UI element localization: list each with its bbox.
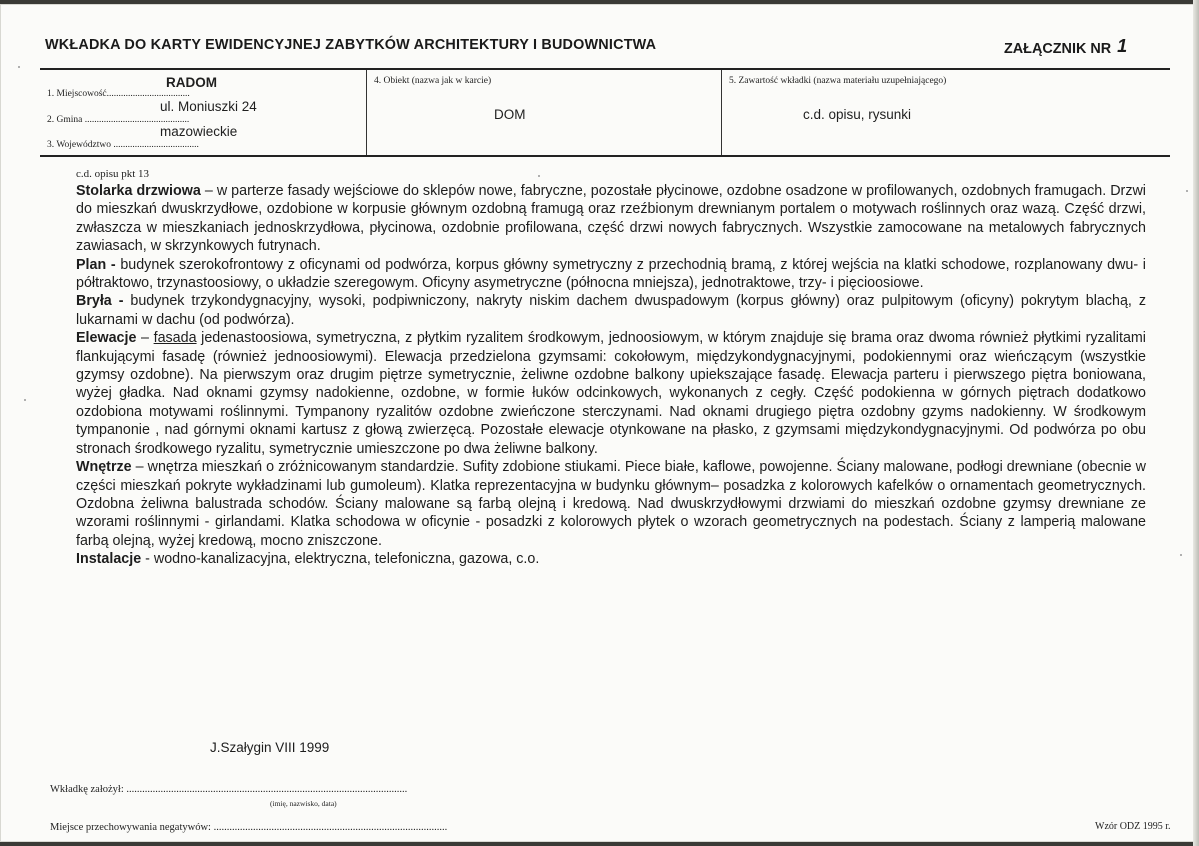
section-elevations <box>76 329 1146 458</box>
commune-value: ul. Moniuszki 24 <box>160 99 257 114</box>
dotted-line: ........................................................................................................... <box>126 784 408 795</box>
column-divider <box>366 70 367 155</box>
annex-label-text: ZAŁĄCZNIK NR <box>1004 41 1112 57</box>
header-fields-table <box>40 68 1170 157</box>
content-value: c.d. opisu, rysunki <box>803 107 912 122</box>
section-text: budynek trzykondygnacyjny, wysoki, podpiwniczony, nakryty niskim dachem dwuspadowym (korpus główny) oraz pulpitowym (oficyny) pokrytym blachą, z lukarnami w dachu (od podwórza). <box>76 293 1146 328</box>
commune-label-text: 2. Gmina <box>47 115 83 125</box>
separator: – <box>131 459 148 476</box>
field-created-by[interactable] <box>50 784 407 795</box>
locality-value: RADOM <box>166 75 217 90</box>
author-signature: J.Szałygin VIII 1999 <box>210 740 330 755</box>
form-page <box>0 4 1195 842</box>
dotted-line: ................................... <box>106 89 190 99</box>
continuation-note: c.d. opisu pkt 13 <box>76 168 150 180</box>
field-negatives-location[interactable] <box>50 822 447 833</box>
section-text: wodno-kanalizacyjna, elektryczna, telefoniczna, gazowa, c.o. <box>153 551 540 568</box>
template-note: Wzór ODZ 1995 r. <box>1095 821 1171 832</box>
section-heading: Stolarka drzwiowa <box>76 183 201 199</box>
section-interior <box>76 458 1146 550</box>
dotted-line: ......................................................................................... <box>213 822 448 833</box>
object-label: 4. Obiekt (nazwa jak w karcie) <box>374 76 492 86</box>
section-text: w parterze fasady wejściowe do sklepów nowe, fabryczne, pozostałe płycinowe, ozdobne osadzone w profilowanych, ozdobnych framugach. Drzwi do mieszkań dwuskrzydłowe, ozdobione w korpusie głównym ozdobną framugą oraz rzeźbionym drewnianym portalem o motywach roślinnych oraz wazą. Część drzwi, zwłaszcza w mieszkaniach jednoskrzydłowa, płycinowa, ozdobnie profilowana, część drzwi nowych fabrycznych. Wszystkie zamocowane na metalowych fabrycznych zawiasach, w skrzynkowych futrynach. <box>76 183 1146 255</box>
locality-label-text: 1. Miejscowość <box>47 89 107 99</box>
scan-speck <box>1180 554 1182 556</box>
separator: - <box>141 551 154 568</box>
description-body <box>76 182 1146 569</box>
content-label: 5. Zawartość wkładki (nazwa materiału uzupełniającego) <box>729 76 947 86</box>
created-by-hint: (imię, nazwisko, data) <box>270 799 337 808</box>
voivodeship-value: mazowieckie <box>160 124 238 139</box>
negatives-label: Miejsce przechowywania negatywów: <box>50 822 211 833</box>
section-heading: Plan - <box>76 256 116 273</box>
section-heading: Bryła - <box>76 293 124 310</box>
annex-number: 1 <box>1117 36 1128 56</box>
section-heading: Wnętrze <box>76 459 132 476</box>
underlined-term: fasada <box>153 330 197 347</box>
section-installations <box>76 550 1146 568</box>
section-text: jedenastoosiowa, symetryczna, z płytkim ryzalitem środkowym, jednoosiowym, w którym znajduje się brama oraz dwoma również płytkimi ryzalitami flankującymi fasadę (również jednoosiowymi). Elewacja przedzielona gzymsami: cokołowym, międzykondygnacyjnymi, podokiennymi oraz wieńczącym (wszystkie gzymsy ozdobne). Na pierwszym oraz drugim piętrze symetrycznie, żeliwne ozdobne balkony upiekszające fasadę. Elewacja parteru i pierwszego piętra boniowana, wyżej gładka. Nad oknami gzymsy nadokienne, ozdobne, w formie łuków odcinkowych, wykonanych z cegły. Część podokienna w górnych piętrach dodatkowo ozdobiona motywami roślinnymi. Tympanony ryzalitów ozdobne zwieńczone sterczynami. Nad oknami drugiego piętra ozdobny gzyms nadokienny. W środkowym tympanonie , nad górnymi oknami kartusz z głową zwierzęcą. Pozostałe elewacje otynkowane na płasko, z gzymsami międzykondygnacyjnymi. Od podwórza po obu stronach środkowego ryzalitu, symetrycznie umieszczone po dwa żeliwne balkony. <box>76 330 1146 457</box>
scan-speck <box>1186 190 1188 192</box>
section-doors <box>76 182 1146 256</box>
section-text: budynek szerokofrontowy z oficynami od podwórza, korpus główny symetryczny z przechodnią bramą, z której wejścia na klatki schodowe, rozplanowany dwu- i półtraktowo, trzynastoosiowy, o układzie szeregowym. Oficyny asymetryczne (północna mniejsza), jednotraktowe, trzy- i pięcioosiowe. <box>76 256 1146 292</box>
dotted-line: .................................... <box>113 140 199 150</box>
section-massing <box>76 292 1146 329</box>
separator: – <box>200 183 217 199</box>
annex-label <box>1004 37 1127 58</box>
scan-speck <box>18 66 20 68</box>
column-divider <box>721 70 722 155</box>
section-text: wnętrza mieszkań o zróżnicowanym standardzie. Sufity zdobione stiukami. Piece białe, kaflowe, powojenne. Ściany malowane, podłogi drewniane (obecnie w części mieszkań pokryte wykładzinami lub gumoleum). Klatka reprezentacyjna w budynku głównym– posadzka z kolorowych kafelków o ornamentach geometrycznych. Ozdobna żeliwna balustrada schodów. Ściany malowane są farbą olejną i kredową. Nad dwuskrzydłowymi drzwiami do mieszkań ozdobne gzymsy drewniane ze wzorami roślinnymi - girlandami. Klatka schodowa w oficynie - posadzki z kolorowych płytek o wzorach geometrycznych na podestach. Ściany z lamperią malowane farbą olejną, wyżej kredową, mocno zniszczone. <box>76 459 1146 549</box>
page-edge <box>1193 0 1199 846</box>
created-by-label: Wkładkę założył: <box>50 784 124 795</box>
locality-label <box>47 89 190 99</box>
voivodeship-label <box>47 140 199 150</box>
scan-speck <box>538 175 540 177</box>
dotted-line: ............................................ <box>84 115 190 125</box>
section-plan <box>76 256 1146 293</box>
section-heading: Elewacje <box>76 330 137 347</box>
voivodeship-label-text: 3. Województwo <box>47 140 111 150</box>
section-heading: Instalacje <box>76 551 142 568</box>
object-value: DOM <box>494 107 526 122</box>
separator: – <box>136 330 154 347</box>
form-title: WKŁADKA DO KARTY EWIDENCYJNEJ ZABYTKÓW ARCHITEKTURY I BUDOWNICTWA <box>45 37 657 53</box>
scan-speck <box>24 399 26 401</box>
